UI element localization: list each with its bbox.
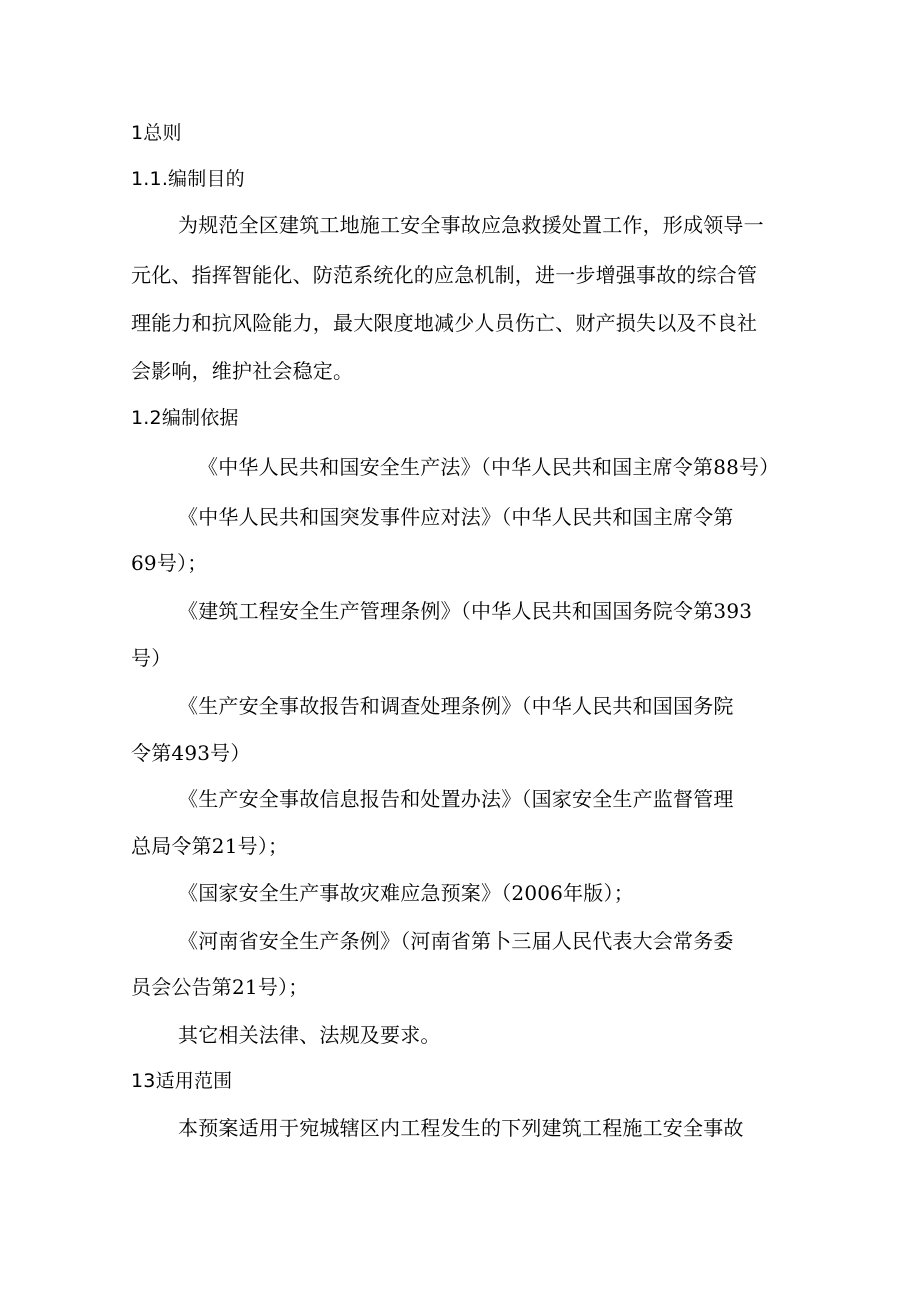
basis-item-continuation: 令第493号） — [131, 741, 251, 765]
basis-item: 《建筑工程安全生产管理条例》（中华人民共和国国务院令第393 — [178, 599, 753, 623]
purpose-paragraph-line: 元化、指挥智能化、防范系统化的应急机制，进一步增强事故的综合管 — [131, 263, 758, 287]
section-1-title: 1总则 — [131, 122, 182, 144]
basis-item: 《生产安全事故报告和调查处理条例》（中华人民共和国国务院 — [178, 694, 734, 718]
basis-item: 其它相关法律、法规及要求。 — [178, 1023, 441, 1047]
section-1-3-title: 13适用范围 — [131, 1070, 233, 1092]
basis-item-continuation: 69号）； — [131, 551, 208, 575]
purpose-paragraph-line: 理能力和抗风险能力，最大限度地减少人员伤亡、财产损失以及不良社 — [131, 311, 758, 335]
basis-item: 《河南省安全生产条例》（河南省第卜三届人民代表大会常务委 — [178, 929, 734, 953]
section-1-1-title: 1.1.编制目的 — [131, 168, 245, 190]
basis-item-continuation: 号） — [131, 646, 172, 670]
basis-item: 《中华人民共和国突发事件应对法》（中华人民共和国主席令第 — [178, 505, 734, 529]
purpose-paragraph-line: 会影响，维护社会稳定。 — [131, 359, 354, 383]
section-1-2-title: 1.2编制依据 — [131, 407, 239, 429]
basis-item-continuation: 员会公告第21号）； — [131, 975, 309, 999]
basis-item: 《生产安全事故信息报告和处置办法》（国家安全生产监督管理 — [178, 787, 734, 811]
scope-paragraph-line: 本预案适用于宛城辖区内工程发生的下列建筑工程施工安全事故 — [178, 1116, 744, 1140]
basis-item: 《国家安全生产事故灾难应急预案》（2006年版）； — [178, 881, 634, 905]
basis-item: 《中华人民共和国安全生产法》（中华人民共和国主席令第88号） — [198, 455, 780, 479]
purpose-paragraph-line: 为规范全区建筑工地施工安全事故应急救援处置工作，形成领导一 — [178, 213, 764, 237]
basis-item-continuation: 总局令第21号）； — [131, 834, 289, 858]
